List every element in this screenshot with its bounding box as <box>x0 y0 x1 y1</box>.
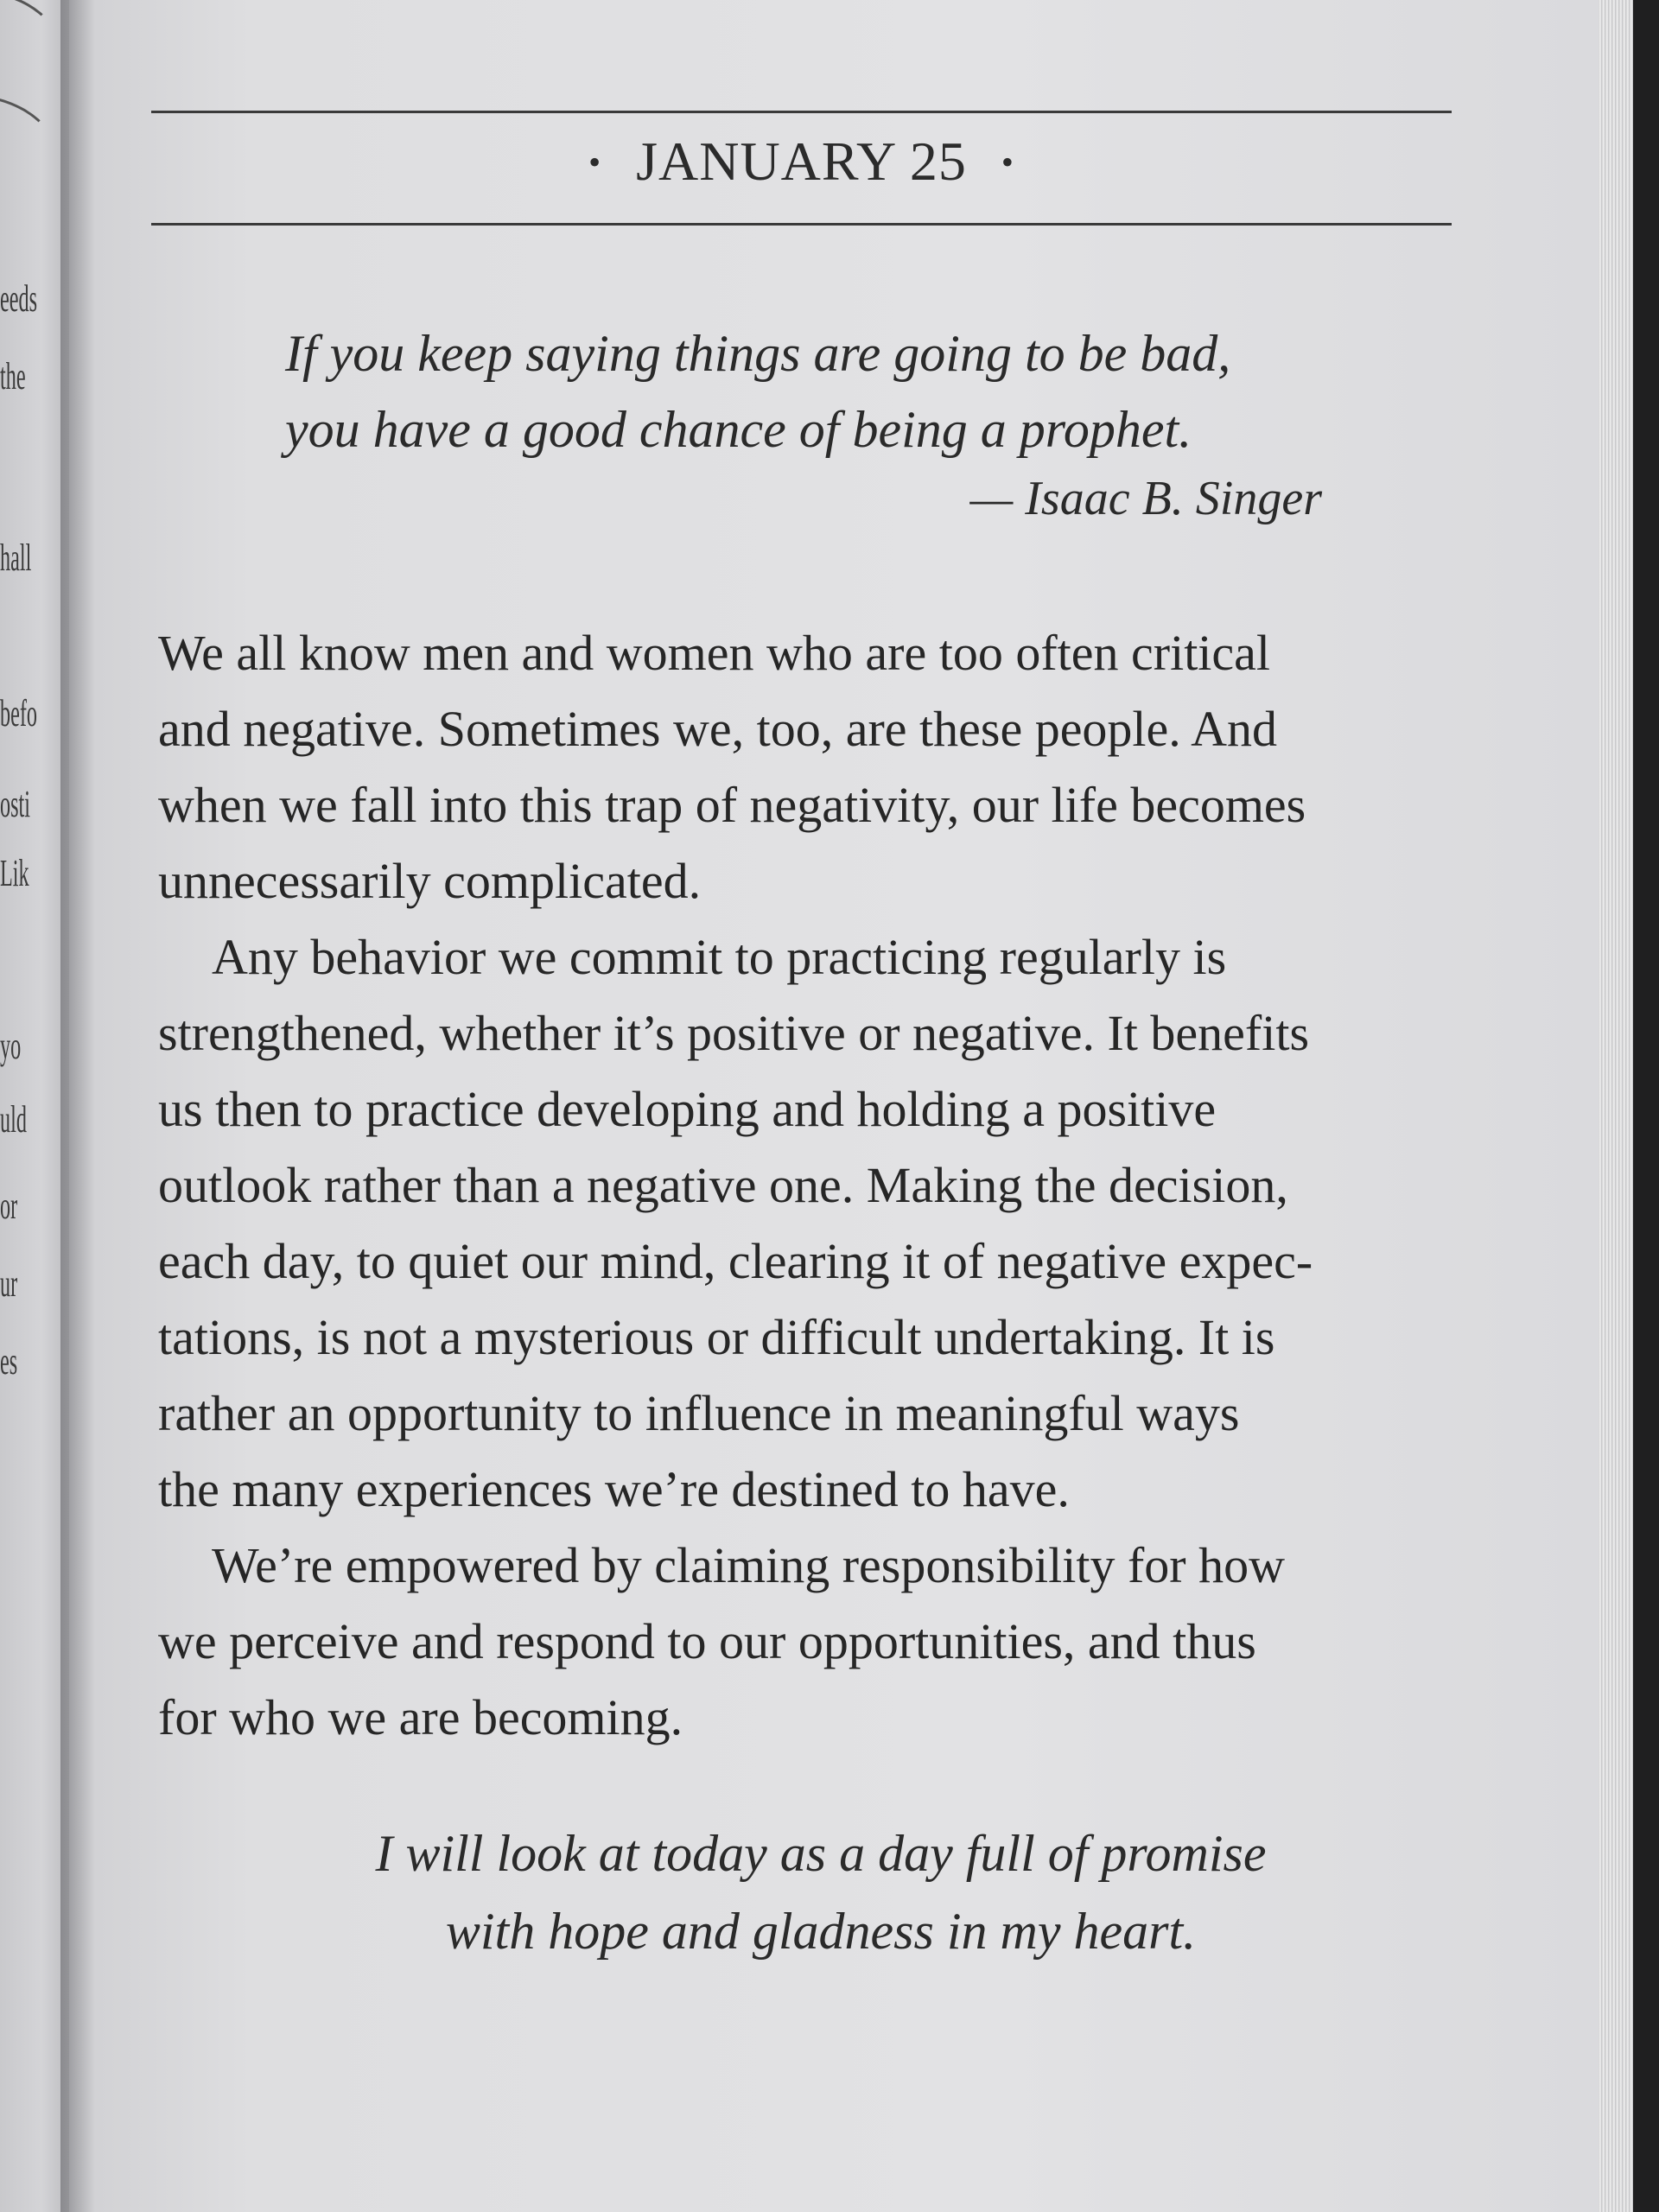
page-stack-edges <box>1599 0 1633 2212</box>
quote-line: If you keep saying things are going to be bad, <box>285 325 1231 382</box>
body-line: and negative. Sometimes we, too, are these people. And <box>158 701 1277 757</box>
page-gutter-shadow <box>60 0 95 2212</box>
header-rule-bottom <box>151 223 1452 226</box>
page-date: JANUARY 25 <box>636 130 967 192</box>
left-fragment: or <box>0 1185 18 1227</box>
left-fragment: the <box>0 355 26 397</box>
left-fragment: eeds <box>0 277 38 320</box>
left-fragment: yo <box>0 1025 22 1067</box>
daily-affirmation <box>259 1815 1382 1970</box>
body-line: when we fall into this trap of negativity, our life becomes <box>158 777 1306 833</box>
body-line: rather an opportunity to influence in meaningful ways <box>158 1385 1240 1441</box>
body-line: strengthened, whether it’s positive or negative. It benefits <box>158 1005 1310 1061</box>
previous-page-edge <box>0 0 69 2212</box>
body-text <box>158 615 1471 1756</box>
page-header <box>151 130 1452 194</box>
body-line: tations, is not a mysterious or difficult undertaking. It is <box>158 1309 1275 1365</box>
left-fragment: es <box>0 1340 18 1382</box>
left-fragment: ur <box>0 1262 18 1305</box>
body-line: outlook rather than a negative one. Making the decision, <box>158 1157 1288 1213</box>
body-line: We all know men and women who are too often critical <box>158 625 1271 681</box>
left-fragment: osti <box>0 783 30 825</box>
epigraph-quote <box>285 315 1348 467</box>
quote-line: you have a good chance of being a prophet. <box>285 401 1192 458</box>
body-line: unnecessarily complicated. <box>158 853 702 909</box>
bullet-left: • <box>588 142 602 181</box>
page-curl-lower <box>0 95 66 256</box>
body-line: for who we are becoming. <box>158 1689 683 1745</box>
body-line: we perceive and respond to our opportunities, and thus <box>158 1613 1256 1669</box>
body-line: Any behavior we commit to practicing regularly is <box>212 929 1227 985</box>
body-line: us then to practice developing and holding a positive <box>158 1081 1217 1137</box>
left-fragment: befo <box>0 692 38 734</box>
header-rule-top <box>151 111 1452 113</box>
bullet-right: • <box>1001 142 1014 181</box>
left-fragment: Lik <box>0 852 29 894</box>
body-line: the many experiences we’re destined to have. <box>158 1461 1070 1517</box>
left-fragment: hall <box>0 537 32 579</box>
quote-attribution: — Isaac B. Singer <box>969 472 1322 525</box>
book-cover-edge <box>1633 0 1659 2212</box>
left-fragment: uld <box>0 1098 27 1141</box>
body-line: each day, to quiet our mind, clearing it of negative expec- <box>158 1233 1313 1289</box>
affirmation-line: with hope and gladness in my heart. <box>445 1903 1197 1960</box>
body-line: We’re empowered by claiming responsibility for how <box>212 1537 1285 1593</box>
affirmation-line: I will look at today as a day full of promise <box>375 1825 1267 1882</box>
